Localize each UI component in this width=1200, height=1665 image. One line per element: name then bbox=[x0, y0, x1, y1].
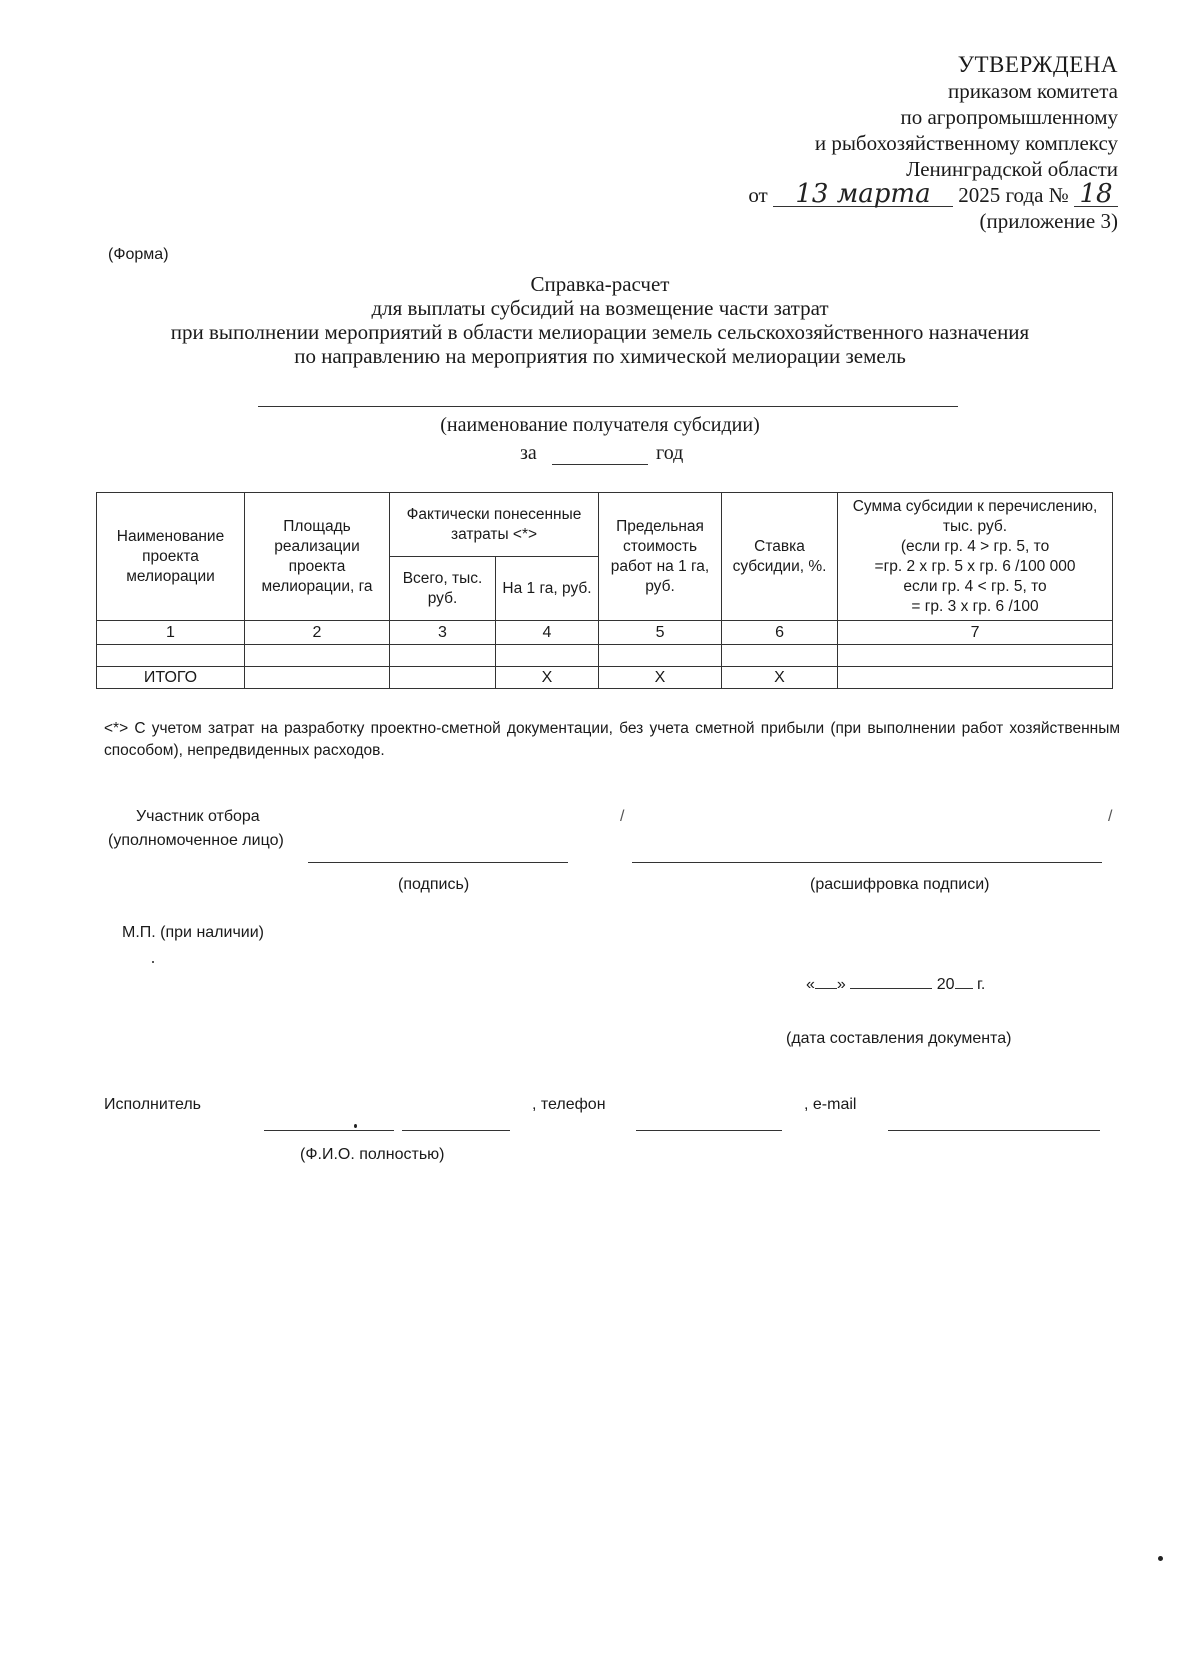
slash-mark: / bbox=[1108, 808, 1113, 825]
year-suffix: год bbox=[656, 442, 684, 464]
fio-caption: (Ф.И.О. полностью) bbox=[300, 1146, 445, 1163]
table-cell[interactable] bbox=[496, 645, 599, 667]
day-blank[interactable] bbox=[815, 988, 837, 989]
year-prefix: за bbox=[520, 442, 537, 464]
header-subsidy-sum-line: Сумма субсидии к перечислению, тыс. руб. bbox=[852, 497, 1098, 535]
column-number: 4 bbox=[496, 621, 599, 645]
form-label: (Форма) bbox=[108, 246, 169, 263]
heading-line: при выполнении мероприятий в области мелиорации земель сельскохозяйственного назначения bbox=[170, 320, 1030, 344]
scan-speck bbox=[354, 1124, 357, 1128]
table-cell[interactable] bbox=[245, 645, 390, 667]
recipient-name-line bbox=[258, 406, 958, 407]
signature-caption: (подпись) bbox=[398, 876, 470, 893]
table-cell[interactable] bbox=[390, 645, 496, 667]
date-prefix: от bbox=[748, 183, 768, 207]
year-blank[interactable] bbox=[955, 988, 973, 989]
header-actual-costs: Фактически понесенные затраты <*> bbox=[390, 493, 599, 557]
header-subsidy-sum-line: если гр. 4 < гр. 5, то bbox=[903, 577, 1047, 595]
table-cell[interactable] bbox=[245, 667, 390, 689]
table-cell[interactable] bbox=[97, 645, 245, 667]
recipient-caption: (наименование получателя субсидии) bbox=[440, 414, 760, 436]
table-cell[interactable] bbox=[838, 645, 1113, 667]
date-field bbox=[806, 976, 985, 994]
x-mark: Х bbox=[599, 667, 722, 689]
date-quote-open: « bbox=[806, 976, 815, 993]
authorized-person-label: (уполномоченное лицо) bbox=[108, 832, 284, 849]
year-text: 2025 года № bbox=[958, 183, 1069, 207]
approval-appendix: (приложение 3) bbox=[979, 209, 1118, 233]
participant-label: Участник отбора bbox=[136, 808, 260, 825]
header-subsidy-sum bbox=[838, 493, 1113, 621]
column-number: 5 bbox=[599, 621, 722, 645]
date-quote-close: » bbox=[836, 976, 846, 993]
approval-title: УТВЕРЖДЕНА bbox=[957, 52, 1118, 77]
header-subsidy-sum-line: (если гр. 4 > гр. 5, то bbox=[900, 537, 1050, 555]
month-blank[interactable] bbox=[850, 988, 932, 989]
table-cell[interactable] bbox=[722, 645, 838, 667]
header-project-name: Наименование проекта мелиорации bbox=[97, 493, 245, 621]
header-subsidy-sum-line: = гр. 3 х гр. 6 /100 bbox=[911, 597, 1039, 615]
total-label: ИТОГО bbox=[97, 667, 245, 689]
handwritten-date: 13 марта bbox=[773, 182, 953, 207]
header-max-cost: Предельная стоимость работ на 1 га, руб. bbox=[599, 493, 722, 621]
table-cell[interactable] bbox=[390, 667, 496, 689]
date-year: 20 bbox=[936, 976, 955, 993]
footnote: <*> С учетом затрат на разработку проектно-сметной документации, без учета сметной прибыли (при выполнении работ хозяйственным способом), непредвиденных расходов. bbox=[104, 720, 1120, 759]
executor-name-line[interactable] bbox=[264, 1130, 394, 1131]
document-heading bbox=[60, 272, 1140, 368]
header-subsidy-sum-line: =гр. 2 х гр. 5 х гр. 6 /100 000 bbox=[874, 557, 1076, 575]
slash-mark: / bbox=[620, 808, 625, 825]
date-caption: (дата составления документа) bbox=[786, 1030, 1012, 1047]
column-number: 7 bbox=[838, 621, 1113, 645]
executor-label: Исполнитель bbox=[104, 1096, 202, 1113]
column-number: 2 bbox=[245, 621, 390, 645]
heading-line: для выплаты субсидий на возмещение части затрат bbox=[371, 296, 829, 320]
email-line[interactable] bbox=[888, 1130, 1100, 1131]
column-number: 1 bbox=[97, 621, 245, 645]
approval-line: Ленинградской области bbox=[906, 157, 1118, 181]
header-total-costs: Всего, тыс. руб. bbox=[390, 557, 496, 621]
scan-speck bbox=[1158, 1556, 1163, 1561]
approval-date-line bbox=[558, 179, 1118, 209]
approval-line: и рыбохозяйственному комплексу bbox=[814, 131, 1118, 155]
column-number: 3 bbox=[390, 621, 496, 645]
total-row bbox=[97, 667, 1113, 689]
table-cell[interactable] bbox=[838, 667, 1113, 689]
handwritten-number: 18 bbox=[1074, 182, 1118, 207]
approval-block bbox=[558, 52, 1118, 234]
calculation-table bbox=[96, 492, 1113, 689]
approval-line: приказом комитета bbox=[947, 79, 1118, 103]
signature-decode-line[interactable] bbox=[632, 862, 1102, 863]
phone-label: , телефон bbox=[532, 1096, 606, 1113]
executor-name-line[interactable] bbox=[402, 1130, 510, 1131]
approval-line: по агропромышленному bbox=[900, 105, 1118, 129]
year-blank-line bbox=[552, 464, 648, 465]
table-cell[interactable] bbox=[599, 645, 722, 667]
scan-speck bbox=[152, 961, 154, 963]
column-number-row bbox=[97, 621, 1113, 645]
signature-line[interactable] bbox=[308, 862, 568, 863]
decode-caption: (расшифровка подписи) bbox=[810, 876, 990, 893]
phone-line[interactable] bbox=[636, 1130, 782, 1131]
header-subsidy-rate: Ставка субсидии, %. bbox=[722, 493, 838, 621]
column-number: 6 bbox=[722, 621, 838, 645]
date-year-suffix: г. bbox=[976, 976, 986, 993]
header-area: Площадь реализации проекта мелиорации, га bbox=[245, 493, 390, 621]
x-mark: Х bbox=[722, 667, 838, 689]
email-label: , e-mail bbox=[804, 1096, 857, 1113]
heading-line: по направлению на мероприятия по химической мелиорации земель bbox=[294, 344, 906, 368]
document-title: Справка-расчет bbox=[530, 272, 670, 296]
header-per-hectare: На 1 га, руб. bbox=[496, 557, 599, 621]
x-mark: Х bbox=[496, 667, 599, 689]
table-row bbox=[97, 645, 1113, 667]
stamp-label: М.П. (при наличии) bbox=[122, 924, 264, 941]
